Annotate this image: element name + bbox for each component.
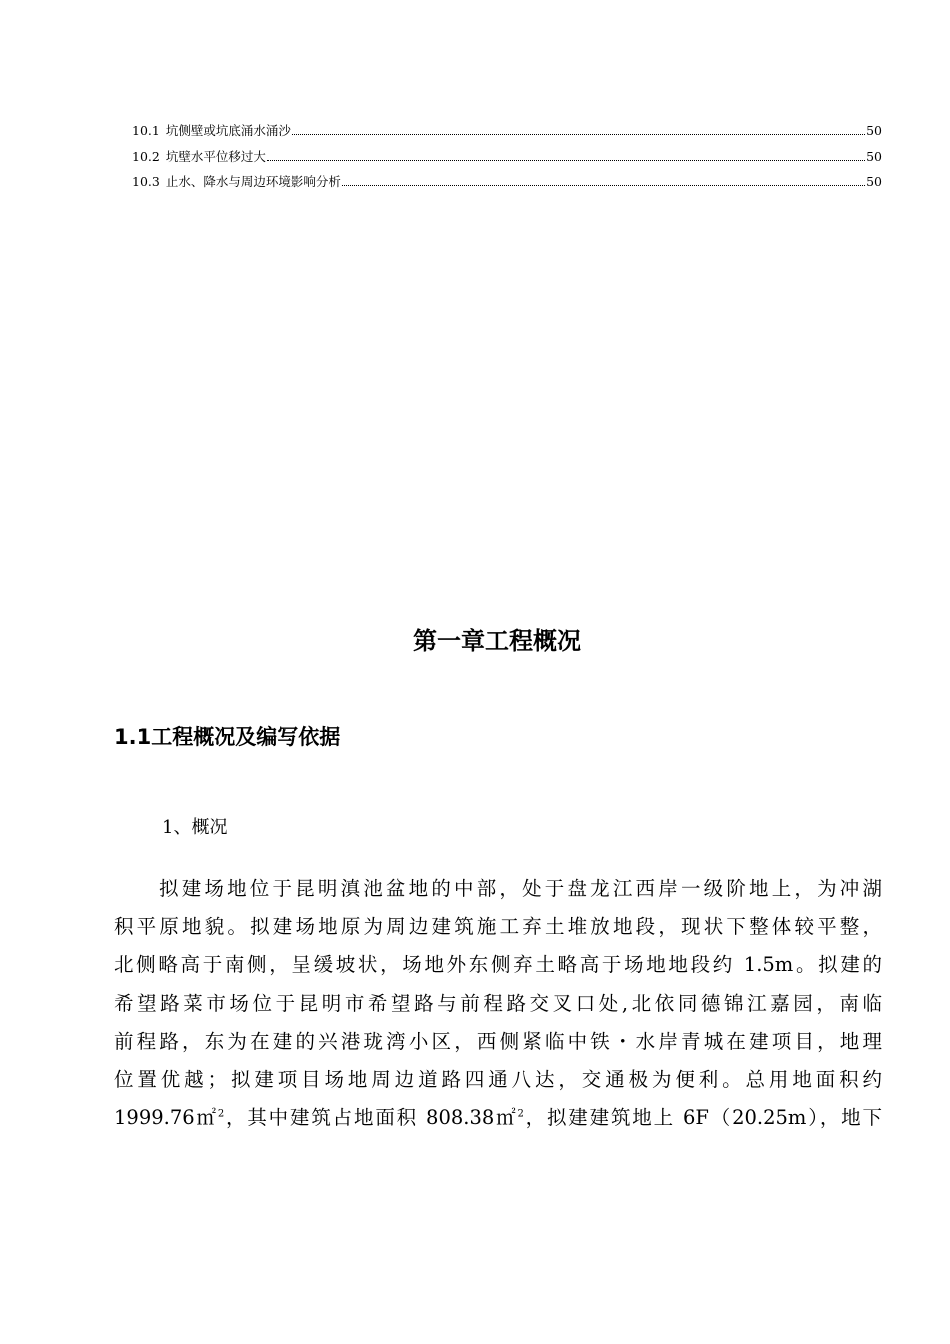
toc-leader-dots xyxy=(292,133,865,135)
paragraph-line: 拟建场地位于昆明滇池盆地的中部，处于盘龙江西岸一级阶地上，为冲湖 xyxy=(159,877,882,900)
subsection-title: 1、概况 xyxy=(162,817,228,838)
paragraph-line-last xyxy=(114,1099,882,1137)
toc-entry[interactable] xyxy=(132,148,882,174)
toc-entry-title: 坑壁水平位移过大 xyxy=(165,148,266,164)
paragraph-line: 北侧略高于南侧，呈缓坡状，场地外东侧弃土略高于场地地段约 1.5m。拟建的 xyxy=(114,953,882,977)
section-title: 1.1工程概况及编写依据 xyxy=(114,725,341,749)
paragraph-line: 前程路，东为在建的兴港珑湾小区，西侧紧临中铁・水岸青城在建项目，地理 xyxy=(114,1029,882,1053)
toc-entry-page: 50 xyxy=(866,174,882,189)
toc-entry-title: 坑侧壁或坑底涌水涌沙 xyxy=(165,123,291,138)
body-paragraph xyxy=(114,870,882,1137)
chapter-title: 第一章工程概况 xyxy=(413,627,581,655)
toc-leader-dots xyxy=(342,184,865,186)
paragraph-line: 希望路菜市场位于昆明市希望路与前程路交叉口处,北依同德锦江嘉园，南临 xyxy=(114,991,882,1015)
toc-entry-number: 10.2 xyxy=(132,148,160,164)
toc-entry[interactable] xyxy=(132,122,882,148)
superscript: 2 xyxy=(217,1108,225,1120)
toc-entry-page: 50 xyxy=(866,148,882,164)
toc-entry-page: 50 xyxy=(866,123,882,138)
toc-entry-title: 止水、降水与周边环境影响分析 xyxy=(165,174,341,189)
area-building: ，其中建筑占地面积 808.38㎡ xyxy=(224,1106,518,1130)
paragraph-line: 积平原地貌。拟建场地原为周边建筑施工弃土堆放地段，现状下整体较平整， xyxy=(114,915,882,939)
toc-entry[interactable] xyxy=(132,173,882,199)
area-total: 1999.76㎡ xyxy=(114,1106,218,1130)
table-of-contents xyxy=(132,122,882,199)
paragraph-line: 位置优越；拟建项目场地周边道路四通八达，交通极为便利。总用地面积约 xyxy=(114,1067,882,1091)
toc-entry-number: 10.1 xyxy=(132,123,160,138)
toc-leader-dots xyxy=(267,159,865,161)
building-height: ，拟建建筑地上 6F（20.25m），地下 xyxy=(523,1106,882,1130)
toc-entry-number: 10.3 xyxy=(132,174,160,189)
superscript: 2 xyxy=(517,1108,524,1120)
